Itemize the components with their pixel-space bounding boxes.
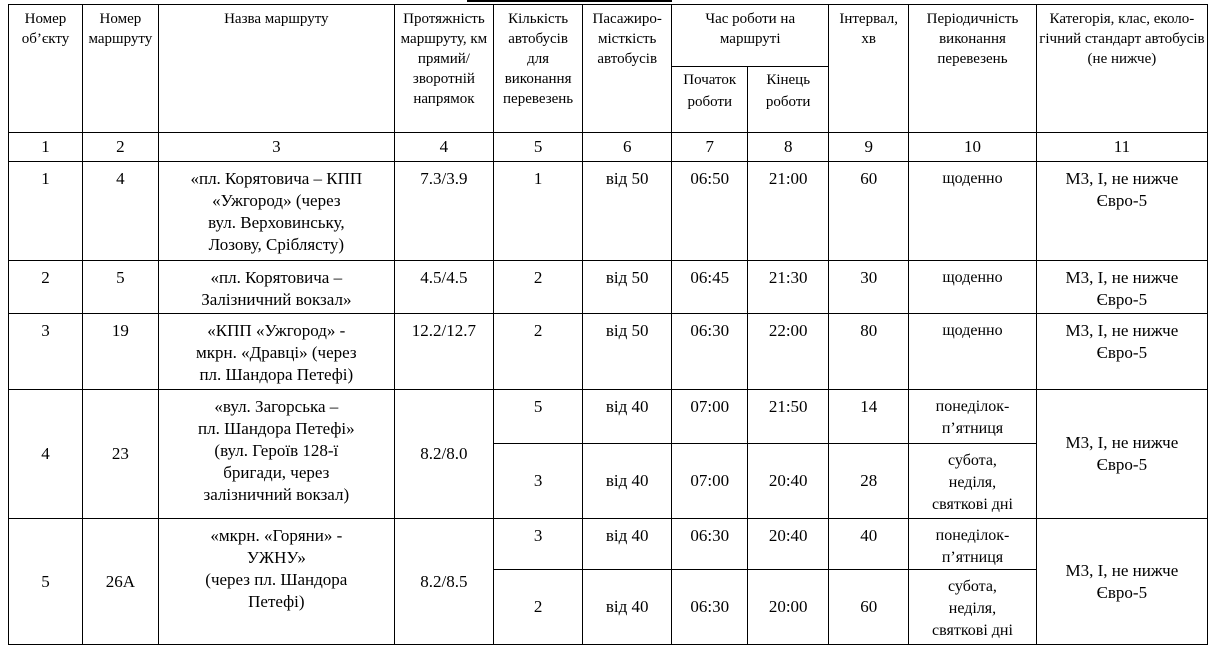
bus-count-cell: 5	[494, 390, 583, 444]
periodicity-cell	[909, 444, 1037, 519]
object-no-cell: 4	[9, 390, 83, 519]
object-no-cell: 1	[9, 162, 83, 261]
periodicity-cell	[909, 570, 1037, 645]
periodicity-cell	[909, 519, 1037, 570]
top-rule	[467, 0, 672, 2]
column-number: 7	[672, 133, 748, 162]
length-cell: 8.2/8.5	[394, 519, 493, 645]
end-time-cell: 20:00	[748, 570, 829, 645]
routes-table	[8, 4, 1208, 645]
start-time-cell: 06:30	[672, 570, 748, 645]
route-name-line: вул. Верховинську,	[208, 213, 345, 232]
route-name-cell	[158, 390, 394, 519]
table-row	[9, 314, 1208, 390]
length-cell: 12.2/12.7	[394, 314, 493, 390]
periodicity-line: п’ятниця	[941, 420, 1004, 437]
periodicity-line: понеділок-	[935, 527, 1010, 544]
route-name-line: «пл. Корятовича – КПП	[190, 169, 363, 188]
header-capacity: Пасажиро-місткість автобусів	[583, 5, 672, 133]
column-number: 3	[158, 133, 394, 162]
header-periodicity: Періодичність виконання перевезень	[909, 5, 1037, 133]
route-name-line: «вул. Загорська –	[214, 397, 339, 416]
capacity-cell: від 40	[583, 390, 672, 444]
category-cell: М3, І, не нижче Євро-5	[1036, 519, 1207, 645]
interval-cell: 60	[829, 570, 909, 645]
route-name-cell	[158, 162, 394, 261]
route-no-cell: 23	[82, 390, 158, 519]
column-number: 1	[9, 133, 83, 162]
interval-cell: 14	[829, 390, 909, 444]
periodicity-line: субота,	[948, 578, 997, 595]
periodicity-cell	[909, 390, 1037, 444]
route-name-line: Петефі)	[248, 592, 305, 611]
header-bus-count: Кількість автобусів для виконання перевезень	[494, 5, 583, 133]
bus-count-cell: 2	[494, 261, 583, 314]
object-no-cell: 3	[9, 314, 83, 390]
bus-count-cell: 3	[494, 519, 583, 570]
route-name-line: Лозову, Сріблясту)	[208, 235, 345, 254]
table-row	[9, 162, 1208, 261]
route-name-cell	[158, 261, 394, 314]
column-number: 5	[494, 133, 583, 162]
start-time-cell: 06:30	[672, 519, 748, 570]
bus-count-cell: 2	[494, 570, 583, 645]
column-number: 6	[583, 133, 672, 162]
interval-cell: 28	[829, 444, 909, 519]
interval-cell: 80	[829, 314, 909, 390]
route-no-cell: 26А	[82, 519, 158, 645]
bus-count-cell: 2	[494, 314, 583, 390]
header-route-no: Номер маршруту	[82, 5, 158, 133]
object-no-cell: 5	[9, 519, 83, 645]
route-no-cell: 19	[82, 314, 158, 390]
interval-cell: 40	[829, 519, 909, 570]
column-number: 11	[1036, 133, 1207, 162]
capacity-cell: від 50	[583, 162, 672, 261]
route-name-line: «КПП «Ужгород» -	[207, 321, 346, 340]
capacity-cell: від 40	[583, 444, 672, 519]
table-row	[9, 390, 1208, 444]
category-cell: М3, І, не нижче Євро-5	[1036, 162, 1207, 261]
route-name-line: бригади, через	[223, 463, 330, 482]
route-name-line: залізничний вокзал)	[203, 485, 350, 504]
route-name-line: «пл. Корятовича –	[210, 268, 343, 287]
route-name-line: УЖНУ»	[246, 548, 306, 567]
header-row	[9, 5, 1208, 67]
capacity-cell: від 40	[583, 519, 672, 570]
end-time-cell: 20:40	[748, 444, 829, 519]
periodicity-cell: щоденно	[909, 162, 1037, 261]
periodicity-line: святкові дні	[932, 496, 1013, 513]
start-time-cell: 07:00	[672, 444, 748, 519]
category-cell: М3, І, не нижче Євро-5	[1036, 261, 1207, 314]
column-number: 9	[829, 133, 909, 162]
start-time-cell: 07:00	[672, 390, 748, 444]
interval-cell: 30	[829, 261, 909, 314]
end-time-cell: 22:00	[748, 314, 829, 390]
route-name-line: «Ужгород» (через	[212, 191, 341, 210]
object-no-cell: 2	[9, 261, 83, 314]
category-cell: М3, І, не нижче Євро-5	[1036, 314, 1207, 390]
start-time-cell: 06:45	[672, 261, 748, 314]
column-numbers-row	[9, 133, 1208, 162]
header-interval: Інтервал, хв	[829, 5, 909, 133]
capacity-cell: від 50	[583, 314, 672, 390]
header-length: Протяжність маршруту, км прямий/ зворотній напрямок	[394, 5, 493, 133]
header-route-name: Назва маршруту	[158, 5, 394, 133]
end-time-cell: 21:00	[748, 162, 829, 261]
periodicity-line: понеділок-	[935, 398, 1010, 415]
capacity-cell: від 50	[583, 261, 672, 314]
header-start: Початок роботи	[672, 67, 748, 133]
column-number: 2	[82, 133, 158, 162]
capacity-cell: від 40	[583, 570, 672, 645]
header-category: Категорія, клас, еколо-гічний стандарт автобусів (не нижче)	[1036, 5, 1207, 133]
start-time-cell: 06:30	[672, 314, 748, 390]
route-name-cell	[158, 314, 394, 390]
bus-count-cell: 1	[494, 162, 583, 261]
periodicity-line: святкові дні	[932, 622, 1013, 639]
end-time-cell: 21:50	[748, 390, 829, 444]
header-work-time: Час роботи на маршруті	[672, 5, 829, 67]
length-cell: 7.3/3.9	[394, 162, 493, 261]
periodicity-cell: щоденно	[909, 261, 1037, 314]
route-name-line: (через пл. Шандора	[205, 570, 348, 589]
route-name-line: «мкрн. «Горяни» -	[210, 526, 343, 545]
length-cell: 8.2/8.0	[394, 390, 493, 519]
periodicity-line: субота,	[948, 452, 997, 469]
table-row	[9, 519, 1208, 570]
route-name-line: пл. Шандора Петефі»	[198, 419, 355, 438]
periodicity-line: неділя,	[948, 474, 997, 491]
route-name-line: мкрн. «Дравці» (через	[196, 343, 357, 362]
periodicity-cell: щоденно	[909, 314, 1037, 390]
route-name-line: (вул. Героїв 128-ї	[214, 441, 339, 460]
column-number: 4	[394, 133, 493, 162]
start-time-cell: 06:50	[672, 162, 748, 261]
route-no-cell: 5	[82, 261, 158, 314]
route-name-cell	[158, 519, 394, 645]
category-cell: М3, І, не нижче Євро-5	[1036, 390, 1207, 519]
column-number: 8	[748, 133, 829, 162]
route-no-cell: 4	[82, 162, 158, 261]
header-end: Кінець роботи	[748, 67, 829, 133]
end-time-cell: 20:40	[748, 519, 829, 570]
column-number: 10	[909, 133, 1037, 162]
periodicity-line: п’ятниця	[941, 549, 1004, 566]
header-object-no: Номер об’єкту	[9, 5, 83, 133]
route-name-line: пл. Шандора Петефі)	[199, 365, 354, 384]
route-name-line: Залізничний вокзал»	[201, 290, 352, 309]
bus-count-cell: 3	[494, 444, 583, 519]
interval-cell: 60	[829, 162, 909, 261]
length-cell: 4.5/4.5	[394, 261, 493, 314]
periodicity-line: неділя,	[948, 600, 997, 617]
end-time-cell: 21:30	[748, 261, 829, 314]
table-row	[9, 261, 1208, 314]
